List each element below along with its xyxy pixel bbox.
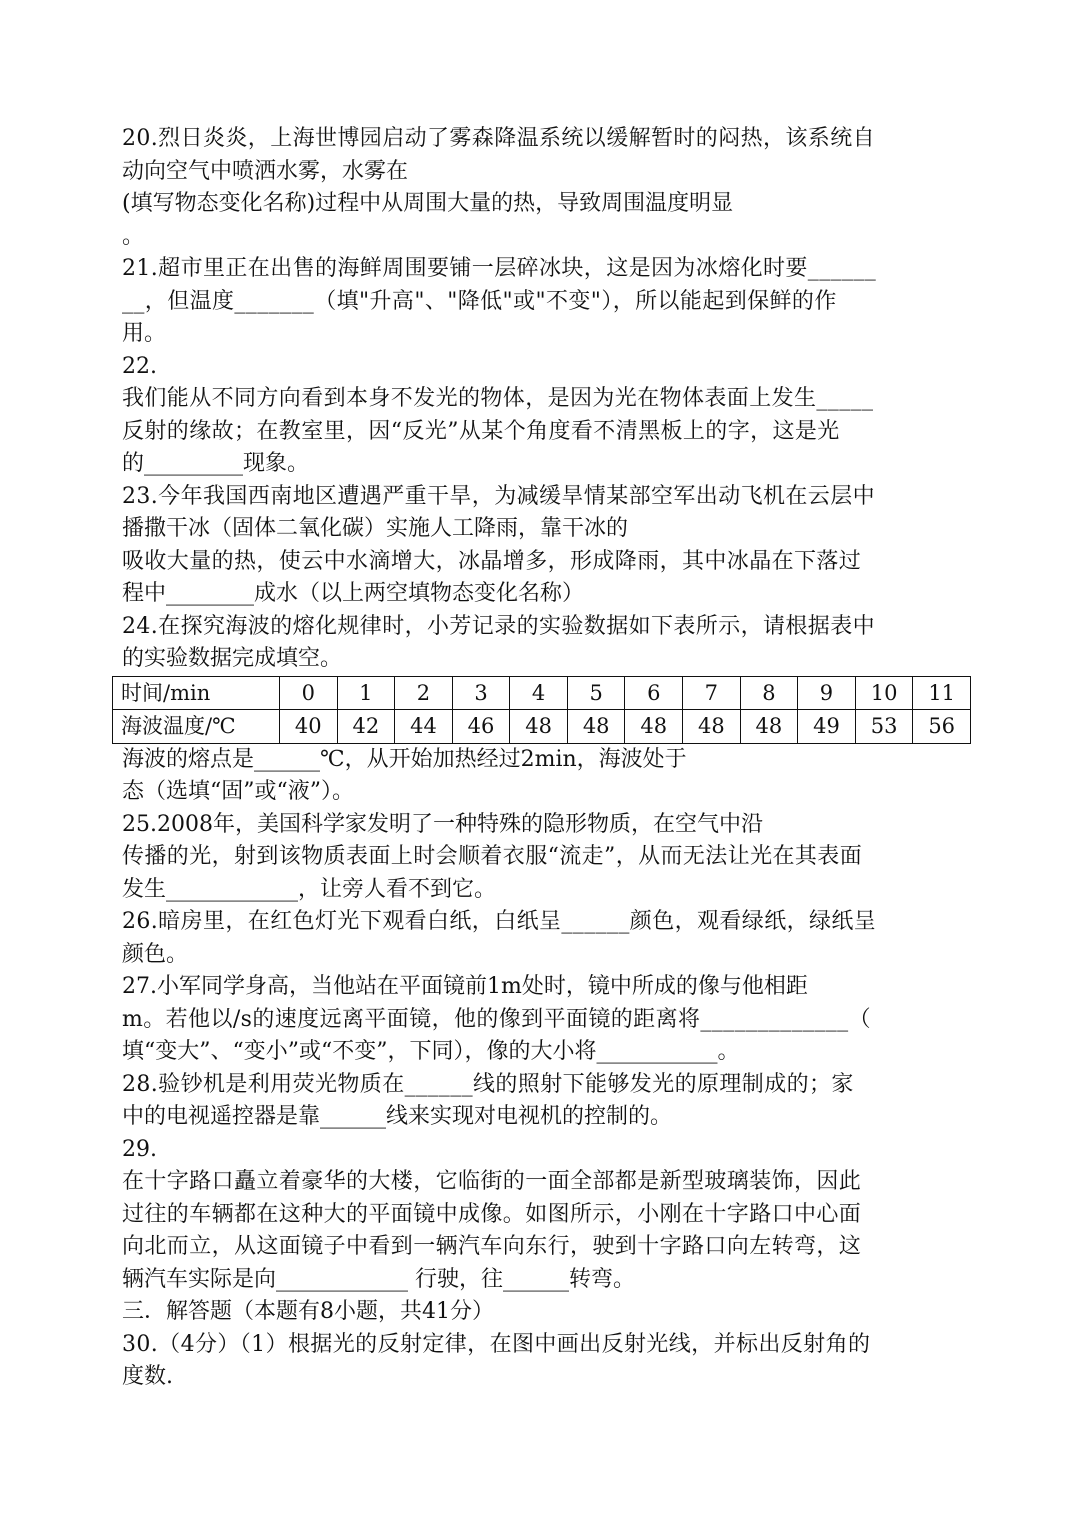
text-line: 颜色。	[122, 941, 189, 967]
text-line: 中的电视遥控器是靠______线来实现对电视机的控制的。	[122, 1104, 673, 1129]
melting-data-table	[112, 676, 971, 744]
table-cell: 49	[798, 710, 856, 744]
text-line: 程中________成水（以上两空填物态变化名称）	[122, 581, 585, 606]
text-line: 25.2008年，美国科学家发明了一种特殊的隐形物质，在空气中沿	[122, 811, 763, 837]
table-cell: 5	[567, 676, 625, 710]
table-cell: 1	[337, 676, 395, 710]
table-cell: 48	[510, 710, 568, 744]
table-cell: 44	[395, 710, 453, 744]
text-line: 24.在探究海波的熔化规律时，小芳记录的实验数据如下表所示，请根据表中	[122, 613, 875, 639]
table-cell: 11	[913, 676, 971, 710]
table-row	[113, 710, 971, 744]
text-line: 用。	[122, 321, 167, 346]
text-line: 过往的车辆都在这种大的平面镜中成像。如图所示，小刚在十字路口中心面	[122, 1201, 862, 1227]
table-row	[113, 676, 971, 710]
text-line: 29.	[122, 1136, 157, 1162]
text-line: 21.超市里正在出售的海鲜周围要铺一层碎冰块，这是因为冰熔化时要______	[122, 256, 877, 281]
section-heading: 三．解答题（本题有8小题，共41分）	[122, 1299, 494, 1324]
text-line: 播撒干冰（固体二氧化碳）实施人工降雨，靠干冰的	[122, 516, 629, 541]
table-cell: 8	[740, 676, 798, 710]
table-cell: 48	[625, 710, 683, 744]
text-line: 。	[122, 223, 145, 249]
text-line: 我们能从不同方向看到本身不发光的物体，是因为光在物体表面上发生_____	[122, 386, 874, 411]
table-cell: 48	[683, 710, 741, 744]
table-cell: 6	[625, 676, 683, 710]
text-line: 填“变大”、“变小”或“不变”，下同），像的大小将___________。	[122, 1039, 740, 1064]
text-line: 27.小军同学身高，当他站在平面镜前1m处时，镜中所成的像与他相距	[122, 974, 808, 999]
text-line: 28.验钞机是利用荧光物质在______线的照射下能够发光的原理制成的；家	[122, 1071, 854, 1097]
text-line: 吸收大量的热，使云中水滴增大，冰晶增多，形成降雨，其中冰晶在下落过	[122, 548, 862, 574]
text-line: 的_________现象。	[122, 451, 310, 476]
table-cell: 48	[567, 710, 625, 744]
table-cell: 48	[740, 710, 798, 744]
table-cell: 7	[683, 676, 741, 710]
text-line: 30.（4分）（1）根据光的反射定律，在图中画出反射光线，并标出反射角的	[122, 1331, 871, 1357]
text-line: 的实验数据完成填空。	[122, 646, 343, 671]
table-row-label: 海波温度/℃	[113, 710, 280, 744]
text-line: 23.今年我国西南地区遭遇严重干旱，为减缓旱情某部空军出动飞机在云层中	[122, 483, 875, 509]
table-cell: 9	[798, 676, 856, 710]
table-row-label: 时间/min	[113, 676, 280, 710]
text-line: (填写物态变化名称)过程中从周围大量的热，导致周围温度明显	[122, 191, 734, 216]
table-cell: 53	[855, 710, 913, 744]
text-line: __，但温度_______（填"升高"、"降低"或"不变"），所以能起到保鲜的作	[122, 288, 837, 314]
table-cell: 4	[510, 676, 568, 710]
table-cell: 0	[280, 676, 338, 710]
text-line: 传播的光，射到该物质表面上时会顺着衣服“流走”，从而无法让光在其表面	[122, 844, 863, 869]
text-line: 22.	[122, 353, 157, 379]
table-cell: 56	[913, 710, 971, 744]
text-line: 在十字路口矗立着豪华的大楼，它临街的一面全部都是新型玻璃装饰，因此	[122, 1169, 862, 1194]
text-line: 态（选填“固”或“液”）。	[122, 779, 354, 804]
text-line: 发生____________，让旁人看不到它。	[122, 876, 497, 902]
table-cell: 40	[280, 710, 338, 744]
table-cell: 46	[452, 710, 510, 744]
text-line: 向北而立，从这面镜子中看到一辆汽车向东行，驶到十字路口向左转弯，这	[122, 1234, 862, 1259]
table-cell: 10	[855, 676, 913, 710]
text-line: 辆汽车实际是向____________ 行驶，往______转弯。	[122, 1266, 635, 1292]
question-text	[122, 123, 967, 1394]
text-line: 海波的熔点是______℃，从开始加热经过2min，海波处于	[122, 746, 687, 772]
table-cell: 2	[395, 676, 453, 710]
text-line: 度数.	[122, 1364, 173, 1389]
text-line: 26.暗房里，在红色灯光下观看白纸，白纸呈______颜色，观看绿纸，绿纸呈	[122, 909, 877, 934]
text-line: m。若他以/s的速度远离平面镜，他的像到平面镜的距离将_____________（	[122, 1006, 871, 1032]
text-line: 20.烈日炎炎，上海世博园启动了雾森降温系统以缓解暂时的闷热，该系统自	[122, 126, 875, 151]
text-line: 动向空气中喷洒水雾，水雾在	[122, 158, 409, 184]
table-cell: 3	[452, 676, 510, 710]
table-cell: 42	[337, 710, 395, 744]
text-line: 反射的缘故；在教室里，因“反光”从某个角度看不清黑板上的字，这是光	[122, 418, 840, 444]
